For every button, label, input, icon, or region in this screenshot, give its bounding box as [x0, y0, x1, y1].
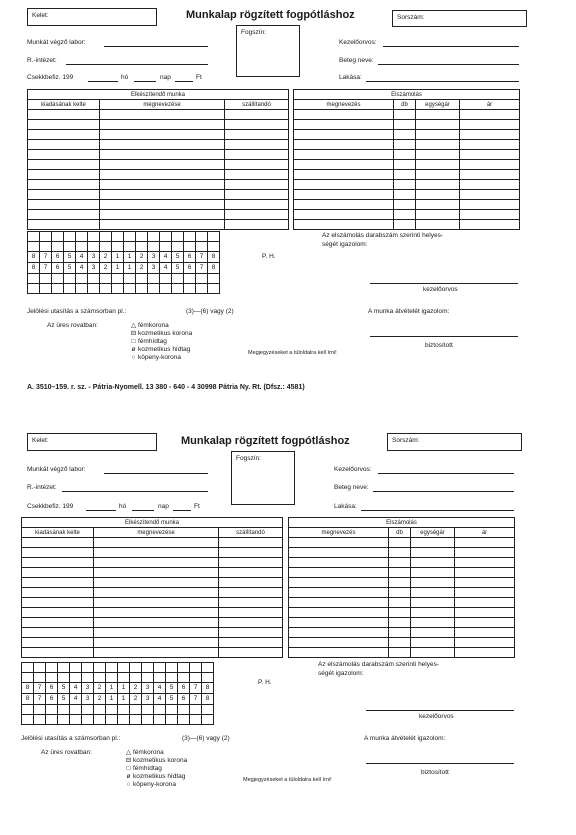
sorszam-label: Sorszám:: [397, 14, 425, 21]
bill-col-egysegar: egységár: [411, 528, 455, 538]
table-row[interactable]: [294, 180, 520, 190]
table-row[interactable]: [294, 120, 520, 130]
certify-line-2: ségét igazolom:: [322, 241, 368, 248]
bill-col-megnevezes: megnevezés: [289, 528, 389, 538]
bill-table-header: Elszámolás: [289, 518, 515, 528]
bill-col-egysegar: egységár: [416, 100, 460, 110]
intezet-field[interactable]: [62, 491, 208, 492]
jeloles-example: (3)—(6) vagy (2): [186, 308, 234, 315]
table-row[interactable]: [22, 578, 283, 588]
lakasa-label: Lakása:: [334, 503, 357, 510]
lakasa-field[interactable]: [361, 510, 514, 511]
teeth-row-lower: 8 7 6 5 4 3 2 1 1 2 3 4 5 6 7 8: [28, 263, 220, 274]
table-row[interactable]: [289, 628, 515, 638]
jeloles-example: (3)—(6) vagy (2): [182, 735, 230, 742]
kezeloorvos-signature-label: kezelőorvos: [423, 286, 458, 293]
fogszin-box[interactable]: [231, 451, 295, 505]
table-row[interactable]: [22, 538, 283, 548]
lakasa-field[interactable]: [366, 81, 519, 82]
biztositott-signature-field[interactable]: [370, 336, 518, 337]
sorszam-label: Sorszám:: [392, 437, 420, 444]
table-row[interactable]: [294, 160, 520, 170]
work-col-megnevezese: megnevezése: [94, 528, 219, 538]
kezeloorvos-label: Kezelőorvos:: [334, 466, 372, 473]
boxed-minus-icon: ⊟: [130, 330, 137, 337]
csekk-year-field[interactable]: [88, 81, 118, 82]
labor-field[interactable]: [104, 46, 208, 47]
table-row[interactable]: [294, 190, 520, 200]
form-title: Munkalap rögzített fogpótláshoz: [181, 435, 350, 447]
csekk-ho-label: hó: [121, 74, 129, 81]
table-row[interactable]: [289, 568, 515, 578]
teeth-chart[interactable]: [27, 231, 220, 294]
intezet-label: R.-intézet:: [27, 57, 57, 64]
square-icon: □: [126, 765, 131, 772]
labor-label: Munkát végző labor:: [27, 39, 86, 46]
csekk-day-field[interactable]: [175, 81, 193, 82]
kezeloorvos-label: Kezelőorvos:: [339, 39, 377, 46]
print-footer: A. 3510–159. r. sz. - Pátria-Nyomell. 13 380 - 640 - 4 30998 Pátria Ny. Rt. (Dfsz.: 4581): [27, 384, 305, 391]
work-table-header: Elkészítendő munka: [28, 90, 289, 100]
table-row[interactable]: [28, 180, 289, 190]
legend-kozmetikus-korona: ⊟ kozmetikus korona: [130, 330, 193, 337]
atvetel-label: A munka átvételét igazolom:: [364, 735, 446, 742]
kezeloorvos-signature-field[interactable]: [366, 710, 514, 711]
work-col-kelte: kiadásának kelte: [28, 100, 100, 110]
slashed-circle-icon: ø: [126, 773, 131, 780]
bill-col-ar: ár: [455, 528, 515, 538]
certify-line-2: ségét igazolom:: [318, 670, 364, 677]
triangle-icon: △: [126, 749, 131, 756]
legend-kopeny-korona: ○ köpeny-korona: [129, 355, 181, 362]
table-row[interactable]: [294, 140, 520, 150]
teeth-row-upper: 8 7 6 5 4 3 2 1 1 2 3 4 5 6 7 8: [22, 683, 214, 694]
beteg-field[interactable]: [378, 64, 519, 65]
megjegyzes-note: Megjegyzéseket a túloldalra kell írni!: [243, 777, 332, 783]
table-row[interactable]: [289, 648, 515, 658]
table-row[interactable]: [289, 548, 515, 558]
csekk-label: Csekkbefiz. 199: [27, 503, 74, 510]
legend-femhidtag: □ fémhídtag: [129, 339, 167, 346]
table-row[interactable]: [294, 130, 520, 140]
table-row[interactable]: [22, 608, 283, 618]
table-row[interactable]: [28, 160, 289, 170]
table-row[interactable]: [28, 130, 289, 140]
csekk-label: Csekkbefiz. 199: [27, 74, 74, 81]
work-form-bottom: [0, 425, 576, 835]
table-row[interactable]: [22, 568, 283, 578]
csekk-ft-label: Ft: [194, 503, 200, 510]
bill-table: [293, 89, 520, 230]
kelet-box[interactable]: [27, 8, 157, 26]
table-row[interactable]: [28, 120, 289, 130]
kelet-box[interactable]: [27, 433, 157, 451]
csekk-day-field[interactable]: [173, 510, 191, 511]
csekk-nap-label: nap: [160, 74, 171, 81]
csekk-ft-label: Ft: [196, 74, 202, 81]
jeloles-label: Jelölési utasítás a számsorban pl.:: [27, 308, 127, 315]
kezeloorvos-field[interactable]: [383, 46, 519, 47]
table-row[interactable]: [294, 170, 520, 180]
table-row[interactable]: [294, 110, 520, 120]
teeth-row-lower: 8 7 6 5 4 3 2 1 1 2 3 4 5 6 7 8: [22, 694, 214, 705]
fogszin-label: Fogszín:: [236, 455, 261, 462]
csekk-month-field[interactable]: [134, 81, 156, 82]
ures-label: Az üres rovatban:: [47, 322, 98, 329]
table-row[interactable]: [28, 170, 289, 180]
table-row[interactable]: [289, 538, 515, 548]
table-row[interactable]: [22, 588, 283, 598]
kezeloorvos-field[interactable]: [378, 473, 514, 474]
legend-femkorona: △ fémkorona: [126, 749, 164, 756]
fogszin-label: Fogszín:: [241, 29, 266, 36]
circle-icon: ○: [131, 354, 136, 361]
table-row[interactable]: [294, 210, 520, 220]
table-row[interactable]: [28, 150, 289, 160]
work-table: [27, 89, 289, 230]
table-row[interactable]: [289, 578, 515, 588]
table-row[interactable]: [28, 200, 289, 210]
fogszin-box[interactable]: [236, 25, 300, 77]
legend-kozmetikus-hidtag: ø kozmetikus hídtag: [129, 347, 190, 354]
kelet-label: Kelet:: [32, 12, 49, 19]
beteg-label: Beteg neve:: [334, 484, 369, 491]
work-col-szallitando: szállítandó: [225, 100, 289, 110]
table-row[interactable]: [28, 210, 289, 220]
form-title: Munkalap rögzített fogpótláshoz: [186, 9, 355, 21]
table-row[interactable]: [289, 558, 515, 568]
sorszam-box[interactable]: [387, 433, 522, 451]
beteg-field[interactable]: [373, 491, 514, 492]
circle-icon: ○: [126, 781, 131, 788]
work-col-megnevezese: megnevezése: [100, 100, 225, 110]
kezeloorvos-signature-label: kezelőorvos: [419, 713, 454, 720]
biztositott-signature-field[interactable]: [366, 763, 514, 764]
work-col-szallitando: szállítandó: [219, 528, 283, 538]
boxed-minus-icon: ⊟: [125, 757, 132, 764]
table-row[interactable]: [289, 588, 515, 598]
legend-kozmetikus-hidtag: ø kozmetikus hídtag: [124, 774, 185, 781]
kelet-label: Kelet:: [32, 437, 49, 444]
teeth-row-upper: 8 7 6 5 4 3 2 1 1 2 3 4 5 6 7 8: [28, 252, 220, 263]
kezeloorvos-signature-field[interactable]: [370, 283, 518, 284]
megjegyzes-note: Megjegyzéseket a túloldalra kell írni!: [248, 350, 337, 356]
atvetel-label: A munka átvételét igazolom:: [368, 308, 450, 315]
ph-label: P. H.: [258, 679, 272, 686]
ph-label: P. H.: [262, 253, 276, 260]
biztositott-label: biztosított: [425, 342, 453, 349]
table-row[interactable]: [28, 110, 289, 120]
table-row[interactable]: [22, 648, 283, 658]
legend-kopeny-korona: ○ köpeny-korona: [124, 782, 176, 789]
table-row[interactable]: [294, 220, 520, 230]
legend-kozmetikus-korona: ⊟ kozmetikus korona: [125, 757, 188, 764]
table-row[interactable]: [28, 140, 289, 150]
labor-label: Munkát végző labor:: [27, 466, 86, 473]
intezet-field[interactable]: [66, 64, 208, 65]
table-row[interactable]: [294, 200, 520, 210]
work-col-kelte: kiadásának kelte: [22, 528, 94, 538]
legend-femhidtag: □ fémhídtag: [124, 766, 162, 773]
certify-line-1: Az elszámolás darabszám szerinti helyes-: [318, 661, 440, 668]
teeth-chart[interactable]: [21, 662, 214, 725]
table-row[interactable]: [289, 598, 515, 608]
csekk-month-field[interactable]: [132, 510, 154, 511]
bill-col-db: db: [389, 528, 411, 538]
bill-col-ar: ár: [460, 100, 520, 110]
lakasa-label: Lakása:: [339, 74, 362, 81]
table-row[interactable]: [294, 150, 520, 160]
table-row[interactable]: [22, 598, 283, 608]
table-row[interactable]: [22, 628, 283, 638]
table-row[interactable]: [22, 558, 283, 568]
bill-table-header: Elszámolás: [294, 90, 520, 100]
intezet-label: R.-intézet:: [27, 484, 57, 491]
csekk-year-field[interactable]: [86, 510, 116, 511]
csekk-nap-label: nap: [158, 503, 169, 510]
bill-col-megnevezes: megnevezés: [294, 100, 394, 110]
table-row[interactable]: [289, 608, 515, 618]
certify-line-1: Az elszámolás darabszám szerinti helyes-: [322, 232, 444, 239]
jeloles-label: Jelölési utasítás a számsorban pl.:: [21, 735, 121, 742]
table-row[interactable]: [289, 638, 515, 648]
table-row[interactable]: [22, 618, 283, 628]
triangle-icon: △: [131, 322, 136, 329]
table-row[interactable]: [22, 638, 283, 648]
bill-table: [288, 517, 515, 658]
slashed-circle-icon: ø: [131, 346, 136, 353]
biztositott-label: biztosított: [421, 769, 449, 776]
work-form-top: [0, 0, 576, 410]
legend-femkorona: △ fémkorona: [131, 322, 169, 329]
sorszam-box[interactable]: [392, 10, 527, 27]
work-table-header: Elkészítendő munka: [22, 518, 283, 528]
bill-col-db: db: [394, 100, 416, 110]
work-table: [21, 517, 283, 658]
labor-field[interactable]: [104, 473, 208, 474]
table-row[interactable]: [28, 220, 289, 230]
ures-label: Az üres rovatban:: [41, 749, 92, 756]
table-row[interactable]: [289, 618, 515, 628]
table-row[interactable]: [28, 190, 289, 200]
csekk-ho-label: hó: [119, 503, 127, 510]
beteg-label: Beteg neve:: [339, 57, 374, 64]
table-row[interactable]: [22, 548, 283, 558]
square-icon: □: [131, 338, 136, 345]
